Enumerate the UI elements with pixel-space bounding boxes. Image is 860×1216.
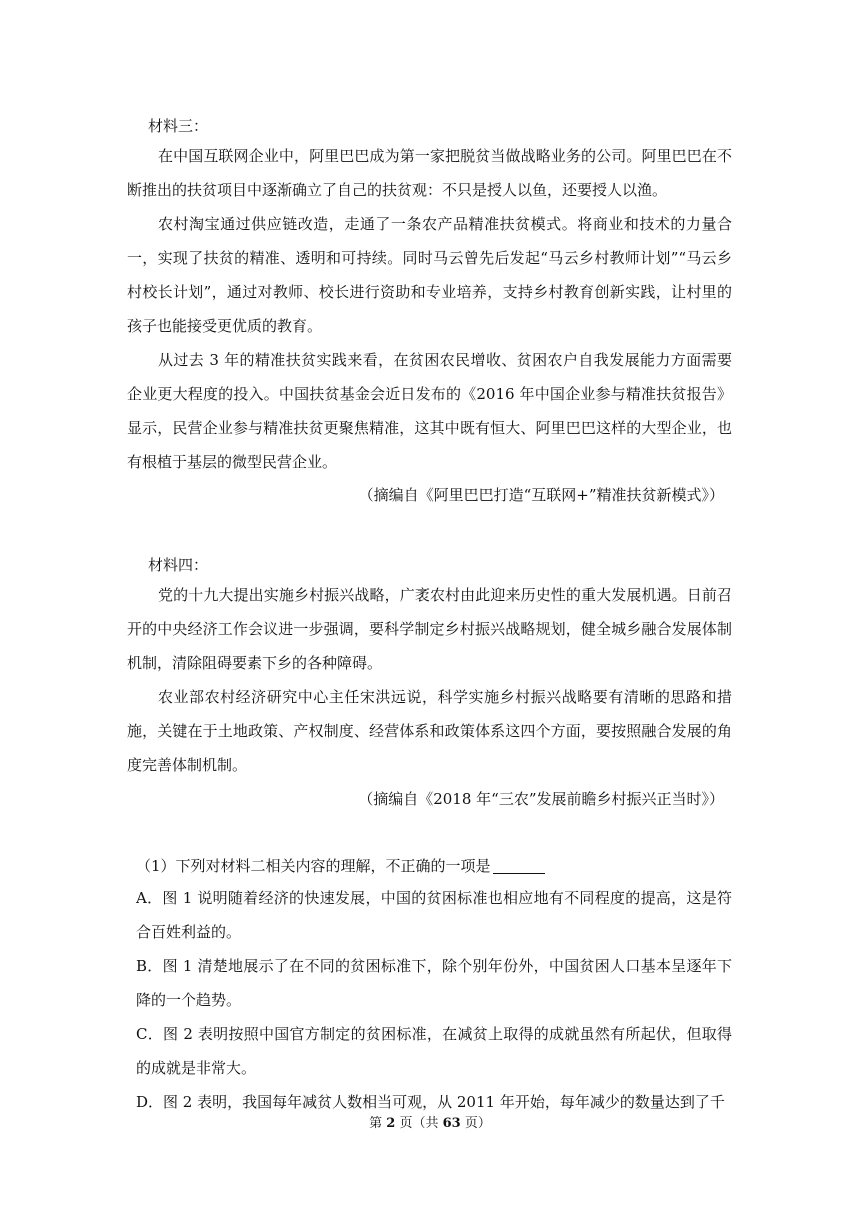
material3-paragraph-2: 农村淘宝通过供应链改造，走通了一条农产品精准扶贫模式。将商业和技术的力量合一，实现了扶贫的精准、透明和可持续。同时马云曾先后发起“马云乡村教师计划”“马云乡村校长计划”，通过对教师、校长进行资助和专业培养，支持乡村教育创新实践，让村里的孩子也能接受更优质的教育。 bbox=[127, 215, 732, 335]
material3-paragraph-1: 在中国互联网企业中，阿里巴巴成为第一家把脱贫当做战略业务的公司。阿里巴巴在不断推出的扶贫项目中逐渐确立了自己的扶贫观：不只是授人以鱼，还要授人以渔。 bbox=[127, 147, 732, 199]
option-b: B．图 1 清楚地展示了在不同的贫困标准下，除个别年份外，中国贫困人口基本呈逐年下降的一个趋势。 bbox=[136, 957, 732, 1009]
option-c: C．图 2 表明按照中国官方制定的贫困标准，在减贫上取得的成就虽然有所起伏，但取得的成就是非常大。 bbox=[136, 1025, 732, 1077]
option-d: D．图 2 表明，我国每年减贫人数相当可观，从 2011 年开始，每年减少的数量达到了千 bbox=[136, 1093, 725, 1111]
answer-blank bbox=[493, 857, 545, 874]
question-stem-text: （1）下列对材料二相关内容的理解，不正确的一项是 bbox=[136, 857, 491, 875]
material4-paragraph-1: 党的十九大提出实施乡村振兴战略，广袤农村由此迎来历史性的重大发展机遇。日前召开的中央经济工作会议进一步强调，要科学制定乡村振兴战略规划，健全城乡融合发展体制机制，清除阻碍要素下乡的各种障碍。 bbox=[127, 586, 732, 672]
material3-label: 材料三： bbox=[148, 117, 209, 135]
material3-paragraph-3: 从过去 3 年的精准扶贫实践来看，在贫困农民增收、贫困农户自我发展能力方面需要企业更大程度的投入。中国扶贫基金会近日发布的《2016 年中国企业参与精准扶贫报告》显示，民营企业参与精准扶贫更聚焦精准，这其中既有恒大、阿里巴巴这样的大型企业，也有根植于基层的微型民营企业。 bbox=[127, 351, 732, 471]
option-a: A．图 1 说明随着经济的快速发展，中国的贫困标准也相应地有不同程度的提高，这是符合百姓利益的。 bbox=[136, 889, 732, 941]
material4-label: 材料四： bbox=[148, 556, 209, 574]
material4-paragraph-2: 农业部农村经济研究中心主任宋洪远说，科学实施乡村振兴战略要有清晰的思路和措施，关键在于土地政策、产权制度、经营体系和政策体系这四个方面，要按照融合发展的角度完善体制机制。 bbox=[127, 688, 732, 774]
footer-suffix: 页） bbox=[460, 1116, 491, 1131]
footer-prefix: 第 bbox=[369, 1116, 387, 1131]
footer-middle: 页（共 bbox=[395, 1116, 443, 1131]
footer-page-number: 2 bbox=[386, 1116, 396, 1131]
material4-source: （摘编自《2018 年“三农”发展前瞻乡村振兴正当时》） bbox=[358, 790, 724, 808]
question-stem bbox=[136, 856, 545, 876]
material3-source: （摘编自《阿里巴巴打造“互联网+”精准扶贫新模式》） bbox=[358, 486, 724, 504]
footer-total-pages: 63 bbox=[442, 1116, 461, 1131]
page-footer bbox=[0, 1116, 860, 1132]
